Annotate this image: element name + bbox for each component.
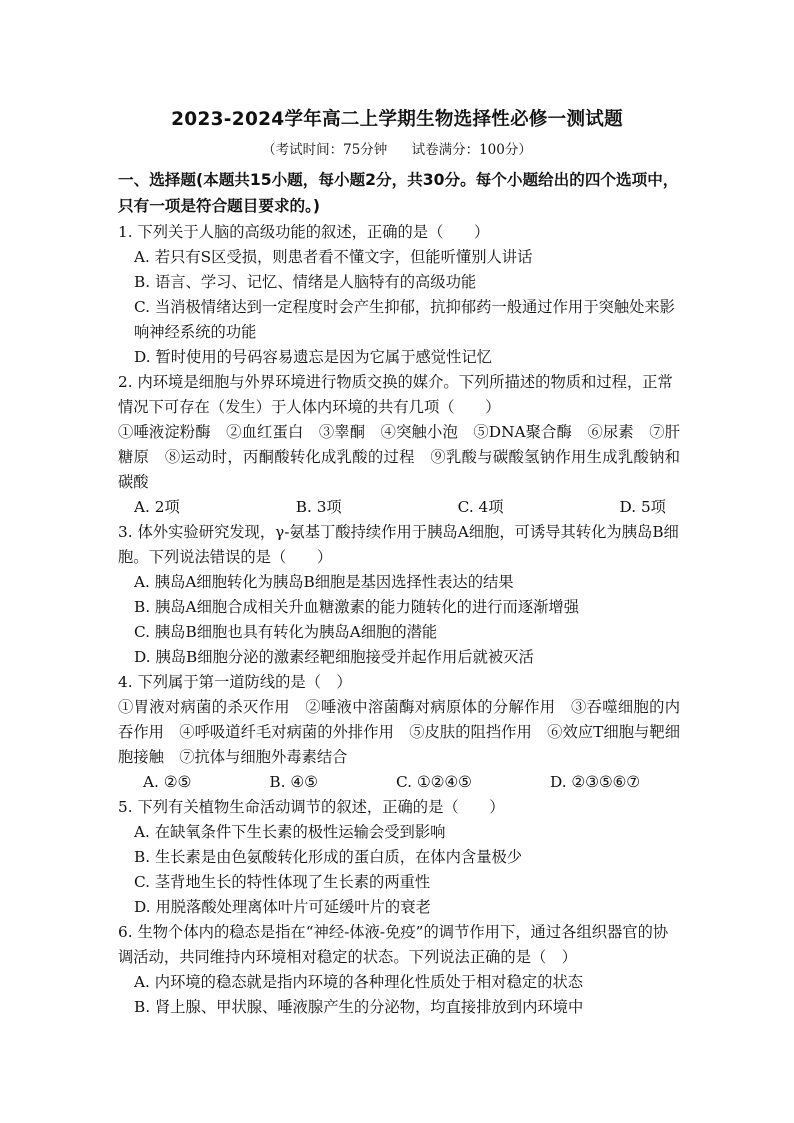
exam-title: 2023-2024学年高二上学期生物选择性必修一测试题 [171, 109, 623, 130]
option-a: A. 2项 [134, 498, 180, 516]
option-a: A. 在缺氧条件下生长素的极性运输会受到影响 [134, 823, 446, 841]
question-6 [118, 920, 680, 1020]
option-a: A. 胰岛A细胞转化为胰岛B细胞是基因选择性表达的结果 [134, 573, 514, 591]
exam-subtitle [0, 138, 794, 158]
option-c: C. 胰岛B细胞也具有转化为胰岛A细胞的潜能 [134, 623, 438, 641]
question-stem: 4. 下列属于第一道防线的是（ ） [118, 673, 352, 691]
full-score: 试卷满分：100分） [411, 142, 532, 158]
question-stem: 2. 内环境是细胞与外界环境进行物质交换的媒介。下列所描述的物质和过程，正常情况下可存在（发生）于人体内环境的共有几项（ ） [118, 373, 673, 416]
section-heading: 一、选择题(本题共15小题，每小题2分，共30分。每个小题给出的四个选项中，只有一项是符合题目要求的。) [118, 171, 679, 215]
exam-content [118, 168, 680, 1020]
question-items: ①胃液对病菌的杀灭作用 ②唾液中溶菌酶对病原体的分解作用 ③吞噬细胞的内吞作用 ④呼吸道纤毛对病菌的外排作用 ⑤皮肤的阻挡作用 ⑥效应T细胞与靶细胞接触 ⑦抗体与细胞外毒素结合 [118, 698, 680, 766]
option-b: B. 生长素是由色氨酸转化形成的蛋白质，在体内含量极少 [134, 848, 523, 866]
option-c: C. 茎背地生长的特性体现了生长素的两重性 [134, 873, 431, 891]
option-c: C. ①②④⑤ [396, 773, 472, 791]
options-row [118, 770, 680, 795]
question-2 [118, 370, 680, 520]
option-d: D. ②③⑤⑥⑦ [549, 773, 640, 791]
question-items: ①唾液淀粉酶 ②血红蛋白 ③睾酮 ④突触小泡 ⑤DNA聚合酶 ⑥尿素 ⑦肝糖原 ⑧运动时，丙酮酸转化成乳酸的过程 ⑨乳酸与碳酸氢钠作用生成乳酸钠和碳酸 [118, 423, 680, 491]
question-stem: 3. 体外实验研究发现，γ-氨基丁酸持续作用于胰岛A细胞，可诱导其转化为胰岛B细胞。下列说法错误的是（ ） [118, 523, 679, 566]
option-b: B. ④⑤ [269, 773, 318, 791]
question-stem: 6. 生物个体内的稳态是指在“神经-体液-免疫”的调节作用下，通过各组织器官的协调活动，共同维持内环境相对稳定的状态。下列说法正确的是（ ） [118, 923, 669, 966]
question-stem: 1. 下列关于人脑的高级功能的叙述，正确的是（ ） [118, 223, 490, 241]
options-row [118, 495, 680, 520]
option-a: A. 若只有S区受损，则患者看不懂文字，但能听懂别人讲话 [134, 248, 533, 266]
option-b: B. 语言、学习、记忆、情绪是人脑特有的高级功能 [134, 273, 477, 291]
option-c: C. 4项 [457, 498, 504, 516]
exam-time: （考试时间：75分钟 [262, 142, 388, 158]
option-a: A. 内环境的稳态就是指内环境的各种理化性质处于相对稳定的状态 [134, 973, 584, 991]
question-1 [118, 220, 680, 370]
question-stem: 5. 下列有关植物生命活动调节的叙述，正确的是（ ） [118, 798, 505, 816]
option-c: C. 当消极情绪达到一定程度时会产生抑郁，抗抑郁药一般通过作用于突触处来影响神经系统的功能 [134, 298, 675, 341]
option-b: B. 胰岛A细胞合成相关升血糖激素的能力随转化的进行而逐渐增强 [134, 598, 580, 616]
question-3 [118, 520, 680, 670]
question-5 [118, 795, 680, 920]
option-d: D. 暂时使用的号码容易遗忘是因为它属于感觉性记忆 [134, 348, 492, 366]
option-b: B. 肾上腺、甲状腺、唾液腺产生的分泌物，均直接排放到内环境中 [134, 998, 584, 1016]
option-a: A. ②⑤ [143, 773, 192, 791]
option-d: D. 用脱落酸处理离体叶片可延缓叶片的衰老 [134, 898, 431, 916]
option-d: D. 5项 [619, 498, 666, 516]
question-4 [118, 670, 680, 795]
option-d: D. 胰岛B细胞分泌的激素经靶细胞接受并起作用后就被灭活 [134, 648, 534, 666]
option-b: B. 3项 [295, 498, 342, 516]
